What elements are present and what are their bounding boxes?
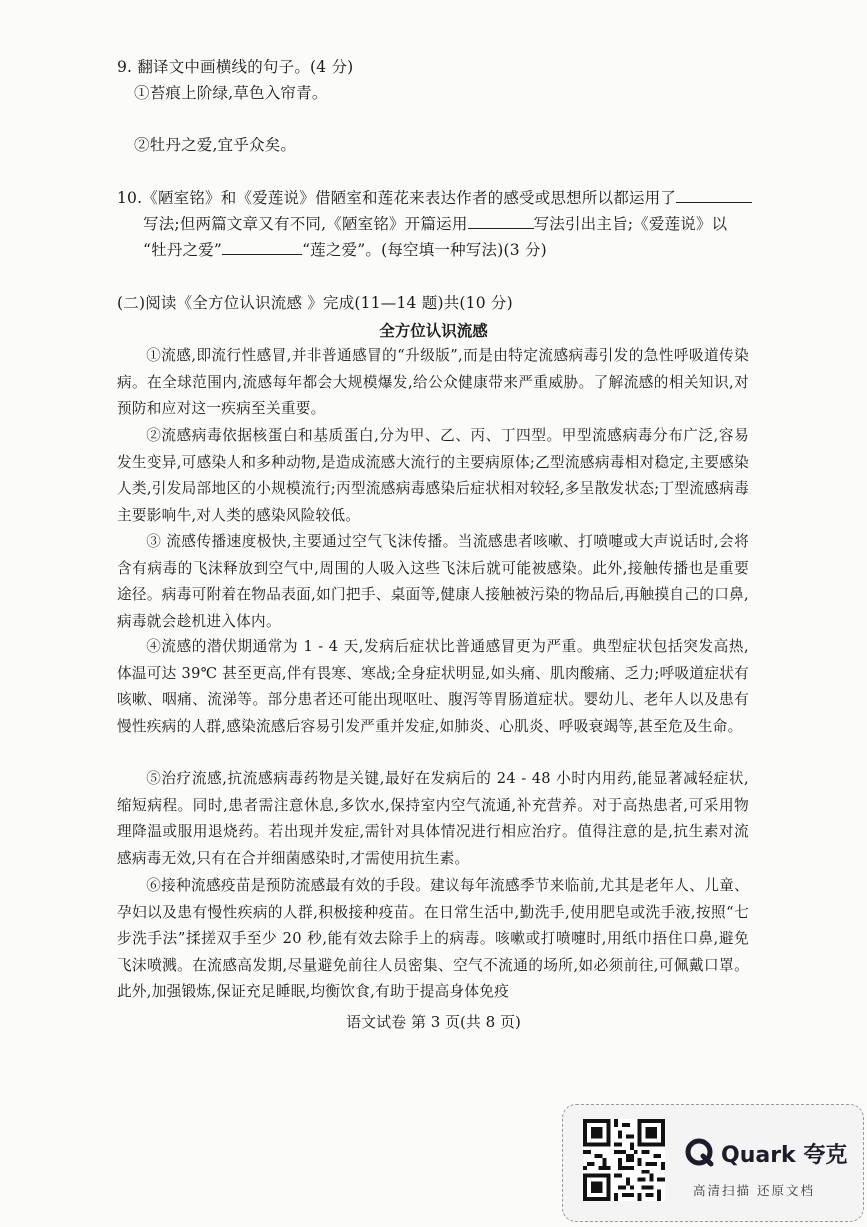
q10-line-1	[117, 187, 752, 209]
q10-text-5: “莲之爱”。(每空填一种写法)(3 分)	[302, 241, 547, 259]
answer-blank-3[interactable]	[222, 239, 302, 255]
page-footer: 语文试卷 第 3 页(共 8 页)	[346, 1013, 521, 1031]
paragraph-1: ①流感,即流行性感冒,并非普通感冒的“升级版”,而是由特定流感病毒引发的急性呼吸道传染病。在全球范围内,流感每年都会大规模爆发,给公众健康带来严重威胁。了解流感的相关知识,对预防和应对这一疾病至关重要。	[117, 347, 749, 418]
q10-line-2	[143, 213, 727, 235]
paragraph-6: ⑥接种流感疫苗是预防流感最有效的手段。建议每年流感季节来临前,尤其是老年人、儿童、孕妇以及患有慢性疾病的人群,积极接种疫苗。在日常生活中,勤洗手,使用肥皂或洗手液,按照“七步洗手法”揉搓双手至少 20 秒,能有效去除手上的病毒。咳嗽或打喷嚏时,用纸巾捂住口鼻,避免飞沫喷溅。在流感高发期,尽量避免前往人员密集、空气不流通的场所,如必须前往,可佩戴口罩。此外,加强锻炼,保证充足睡眠,均衡饮食,有助于提高身体免疫	[117, 877, 749, 1001]
quark-watermark[interactable]	[562, 1104, 864, 1222]
q10-line-3	[143, 239, 547, 261]
q10-text-2: 写法;但两篇文章又有不同,《陋室铭》开篇运用	[143, 215, 468, 233]
paragraph-5: ⑤治疗流感,抗流感病毒药物是关键,最好在发病后的 24 - 48 小时内用药,能显著减轻症状,缩短病程。同时,患者需注意休息,多饮水,保持室内空气流通,补充营养。对于高热患者,可采用物理降温或服用退烧药。若出现并发症,需针对具体情况进行相应治疗。值得注意的是,抗生素对流感病毒无效,只有在合并细菌感染时,才需使用抗生素。	[117, 770, 749, 867]
paragraph-4: ④流感的潜伏期通常为 1 - 4 天,发病后症状比普通感冒更为严重。典型症状包括突发高热,体温可达 39℃ 甚至更高,伴有畏寒、寒战;全身症状明显,如头痛、肌肉酸痛、乏力;呼吸道症状有咳嗽、咽痛、流涕等。部分患者还可能出现呕吐、腹泻等胃肠道症状。婴幼儿、老年人以及患有慢性疾病的人群,感染流感后容易引发严重并发症,如肺炎、心肌炎、呼吸衰竭等,甚至危及生命。	[117, 638, 749, 735]
brand-tagline: 高清扫描 还原文档	[693, 1183, 815, 1198]
answer-blank-2[interactable]	[468, 213, 534, 229]
quark-logo-icon	[685, 1138, 715, 1168]
q10-text-1: 10.《陋室铭》和《爱莲说》借陋室和莲花来表达作者的感受或思想所以都运用了	[117, 189, 677, 207]
brand-row	[685, 1135, 847, 1171]
q9-stem: 9. 翻译文中画横线的句子。(4 分)	[117, 58, 354, 76]
q9-sentence-2: ②牡丹之爱,宜乎众矣。	[134, 136, 297, 154]
qr-code-icon	[583, 1119, 665, 1201]
section-heading: (二)阅读《全方位认识流感 》完成(11—14 题)共(10 分)	[117, 294, 513, 312]
q10-text-3: 写法引出主旨;《爱莲说》以	[533, 215, 728, 233]
article-title: 全方位认识流感	[379, 321, 488, 340]
paragraph-2: ②流感病毒依据核蛋白和基质蛋白,分为甲、乙、丙、丁四型。甲型流感病毒分布广泛,容易发生变异,可感染人和多种动物,是造成流感大流行的主要病原体;乙型流感病毒相对稳定,主要感染人类,引发局部地区的小规模流行;丙型流感病毒感染后症状相对较轻,多呈散发状态;丁型流感病毒主要影响牛,对人类的感染风险较低。	[117, 427, 749, 524]
q9-sentence-1: ①苔痕上阶绿,草色入帘青。	[134, 84, 328, 102]
answer-blank-1[interactable]	[676, 187, 752, 203]
paragraph-3: ③ 流感传播速度极快,主要通过空气飞沫传播。当流感患者咳嗽、打喷嚏或大声说话时,会将含有病毒的飞沫释放到空气中,周围的人吸入这些飞沫后就可能被感染。此外,接触传播也是重要途径。病毒可附着在物品表面,如门把手、桌面等,健康人接触被污染的物品后,再触摸自己的口鼻,病毒就会趁机进入体内。	[117, 533, 749, 630]
q10-text-4: “牡丹之爱”	[143, 241, 223, 259]
brand-name: Quark 夸克	[721, 1142, 848, 1168]
